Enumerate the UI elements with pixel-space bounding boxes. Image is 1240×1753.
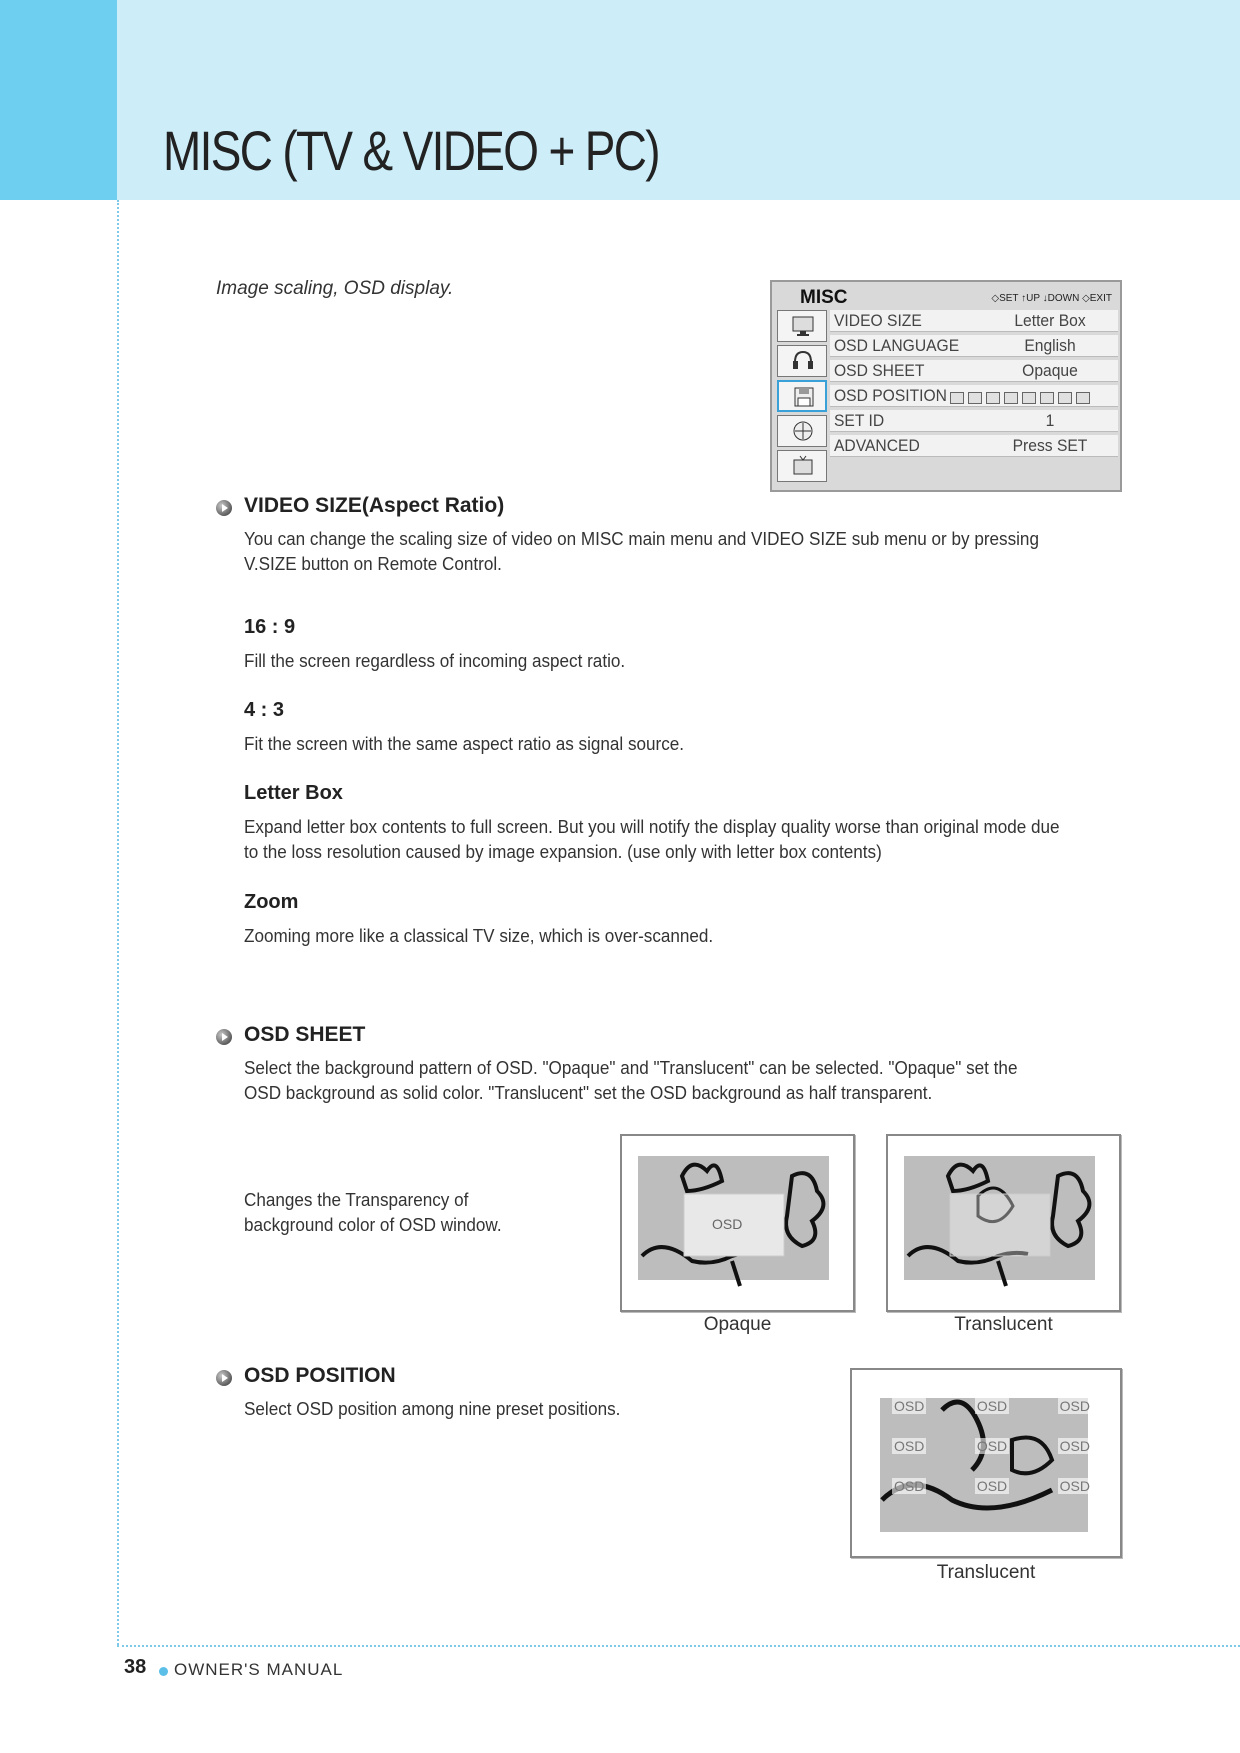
- osd-row-set-id: [830, 410, 1118, 432]
- page-title: MISC (TV & VIDEO + PC): [163, 119, 659, 182]
- osd-row-value: Opaque: [1022, 361, 1078, 380]
- osd-row-value: Letter Box: [1014, 311, 1086, 330]
- osd-row-osd-position: [830, 385, 1118, 407]
- osd-row-video-size: [830, 310, 1118, 332]
- intro-text: Image scaling, OSD display.: [216, 278, 454, 299]
- osd-row-value: Press SET: [1012, 436, 1088, 455]
- osd-row-osd-language: [830, 335, 1118, 357]
- osd-position-label: OSD: [976, 1478, 1008, 1494]
- monitor-icon: [777, 310, 827, 342]
- video-size-desc-line2: V.SIZE button on Remote Control.: [244, 554, 502, 574]
- subsection-desc-16-9: Fill the screen regardless of incoming aspect ratio.: [244, 651, 626, 671]
- osd-position-example-image: [850, 1368, 1122, 1558]
- osd-sheet-desc-line2: OSD background as solid color. "Translucent" set the OSD background as half transparent.: [244, 1083, 933, 1103]
- caption-translucent: Translucent: [954, 1314, 1053, 1335]
- osd-row-value: 1: [1045, 411, 1055, 430]
- footer-dot-icon: [159, 1667, 168, 1676]
- margin-guide-vertical: [117, 200, 119, 1645]
- translucent-example-image: [886, 1134, 1121, 1312]
- osd-row-osd-sheet: [830, 360, 1118, 382]
- page-number: 38: [124, 1656, 147, 1678]
- subsection-title-4-3: 4 : 3: [244, 699, 285, 721]
- subsection-title-letter-box: Letter Box: [244, 782, 343, 804]
- osd-position-label: OSD: [1059, 1398, 1090, 1414]
- osd-position-label: OSD: [894, 1438, 925, 1454]
- video-size-desc-line1: You can change the scaling size of video on MISC main menu and VIDEO SIZE sub menu or by pressing: [244, 529, 1039, 549]
- osd-row-label: OSD POSITION: [834, 386, 947, 405]
- osd-position-grid: [892, 1398, 1092, 1494]
- osd-row-advanced: [830, 435, 1118, 457]
- osd-sheet-desc-line1: Select the background pattern of OSD. "Opaque" and "Translucent" can be selected. "Opaque" set the: [244, 1058, 1018, 1078]
- osd-row-value: English: [1024, 336, 1076, 355]
- osd-position-label: OSD: [894, 1478, 925, 1494]
- section-title-video-size: VIDEO SIZE(Aspect Ratio): [244, 494, 505, 517]
- osd-sheet-note-line2: background color of OSD window.: [244, 1215, 502, 1235]
- osd-row-label: SET ID: [834, 411, 885, 430]
- subsection-desc-letter-box-line1: Expand letter box contents to full screen. But you will notify the display quality worse than original mode due: [244, 817, 1060, 837]
- osd-row-label: ADVANCED: [834, 436, 920, 455]
- osd-sheet-note-line1: Changes the Transparency of: [244, 1190, 469, 1210]
- speaker-icon: [777, 345, 827, 377]
- osd-menu-title: MISC: [800, 287, 848, 308]
- subsection-title-zoom: Zoom: [244, 891, 299, 913]
- osd-row-label: VIDEO SIZE: [834, 311, 922, 330]
- osd-menu-screenshot: [770, 280, 1122, 492]
- osd-box-label: OSD: [712, 1216, 743, 1232]
- caption-opaque: Opaque: [703, 1314, 772, 1335]
- floppy-icon: [777, 380, 827, 412]
- section-title-osd-position: OSD POSITION: [244, 1364, 396, 1387]
- header-tab: [0, 0, 117, 200]
- subsection-title-16-9: 16 : 9: [244, 616, 296, 638]
- osd-position-desc: Select OSD position among nine preset positions.: [244, 1399, 621, 1419]
- move-icon: [777, 415, 827, 447]
- osd-position-label: OSD: [1059, 1478, 1090, 1494]
- osd-position-label: OSD: [1059, 1438, 1090, 1454]
- subsection-desc-letter-box-line2: to the loss resolution caused by image expansion. (use only with letter box contents): [244, 842, 882, 862]
- opaque-example-image: [620, 1134, 855, 1312]
- osd-row-label: OSD SHEET: [834, 361, 925, 380]
- margin-guide-horizontal: [117, 1645, 1240, 1647]
- footer-text: OWNER'S MANUAL: [174, 1660, 344, 1679]
- bullet-icon: [216, 1029, 232, 1045]
- tv-icon: [777, 450, 827, 482]
- subsection-desc-4-3: Fit the screen with the same aspect ratio as signal source.: [244, 734, 685, 754]
- subsection-desc-zoom: Zooming more like a classical TV size, which is over-scanned.: [244, 926, 714, 946]
- osd-position-label: OSD: [976, 1398, 1008, 1414]
- caption-osd-position: Translucent: [936, 1562, 1036, 1583]
- section-title-osd-sheet: OSD SHEET: [244, 1023, 366, 1046]
- osd-menu-help: ◇SET ↑UP ↓DOWN ◇EXIT: [991, 293, 1112, 304]
- osd-position-boxes: [950, 389, 1094, 409]
- bullet-icon: [216, 500, 232, 516]
- bullet-icon: [216, 1370, 232, 1386]
- osd-position-label: OSD: [894, 1398, 925, 1414]
- osd-position-label: OSD: [976, 1438, 1008, 1454]
- osd-row-label: OSD LANGUAGE: [834, 336, 960, 355]
- leaf-illustration: [888, 1136, 1119, 1310]
